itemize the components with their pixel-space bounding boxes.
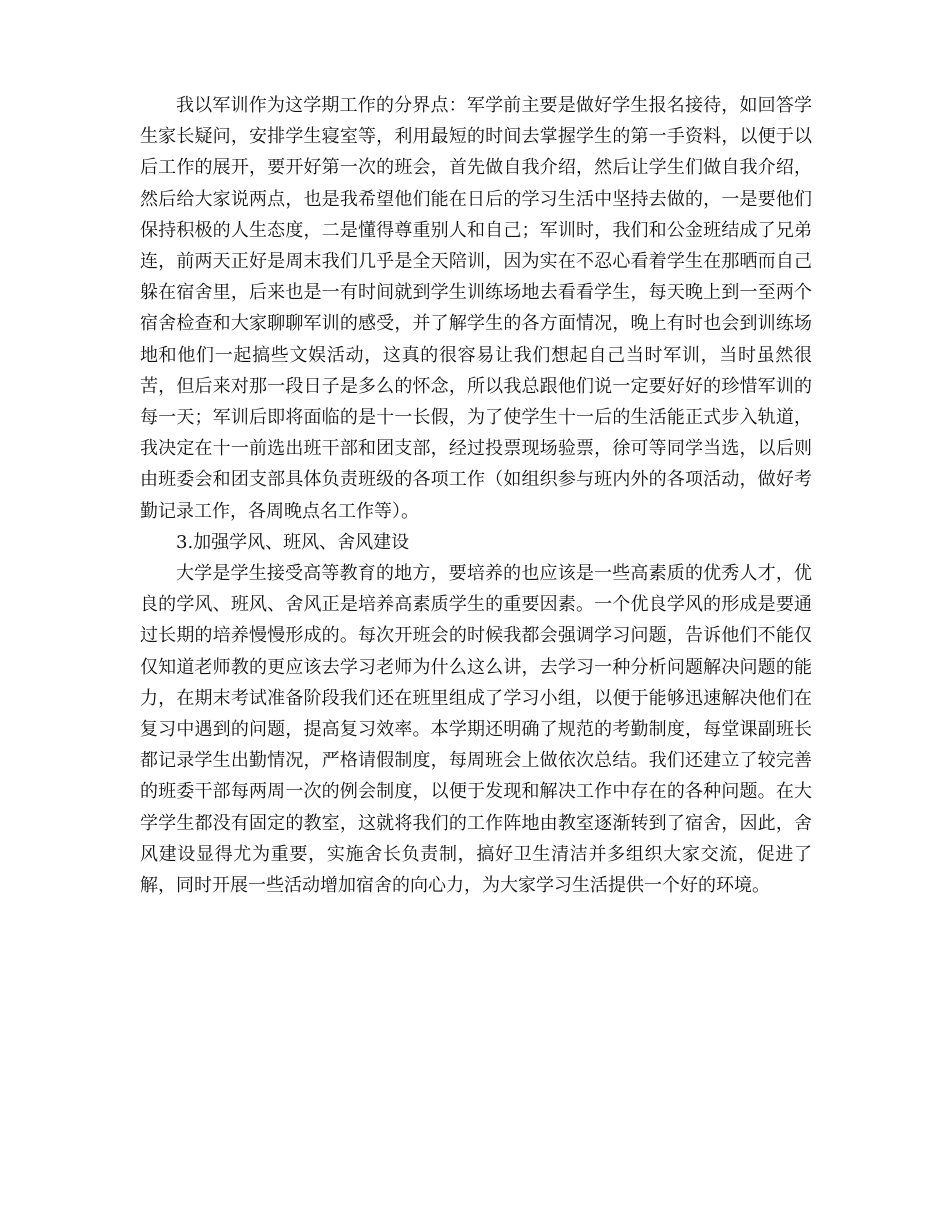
section-heading: 3.加强学风、班风、舍风建设 — [176, 531, 410, 553]
paragraph-study-style: 大学是学生接受高等教育的地方，要培养的也应该是一些高素质的优秀人才，优良的学风、班风、舍风正是培养高素质学生的重要因素。一个优良学风的形成是要通过长期的培养慢慢形成的。每次开班会的时候我都会强调学习问题，告诉他们不能仅仅知道老师教的更应该去学习老师为什么这么讲，去学习一种分析问题解决问题的能力，在期末考试准备阶段我们还在班里组成了学习小组，以便于能够迅速解决他们在复习中遇到的问题，提高复习效率。本学期还明确了规范的考勤制度，每堂课副班长都记录学生出勤情况，严格请假制度，每周班会上做依次总结。我们还建立了较完善的班委干部每两周一次的例会制度，以便于发现和解决工作中存在的各种问题。在大学学生都没有固定的教室，这就将我们的工作阵地由教室逐渐转到了宿舍，因此，舍风建设显得尤为重要，实施舍长负责制，搞好卫生清洁并多组织大家交流，促进了解，同时开展一些活动增加宿舍的向心力，为大家学习生活提供一个好的环境。 — [140, 563, 812, 897]
paragraph-military-training: 我以军训作为这学期工作的分界点：军学前主要是做好学生报名接待，如回答学生家长疑问，安排学生寝室等，利用最短的时间去掌握学生的第一手资料，以便于以后工作的展开，要开好第一次的班会，首先做自我介绍，然后让学生们做自我介绍，然后给大家说两点，也是我希望他们能在日后的学习生活中坚持去做的，一是要他们保持积极的人生态度，二是懂得尊重别人和自己；军训时，我们和公金班结成了兄弟连，前两天正好是周末我们几乎是全天陪训，因为实在不忍心看着学生在那晒而自己躲在宿舍里，后来也是一有时间就到学生训练场地去看看学生，每天晚上到一至两个宿舍检查和大家聊聊军训的感受，并了解学生的各方面情况，晚上有时也会到训练场地和他们一起搞些文娱活动，这真的很容易让我们想起自己当时军训，当时虽然很苦，但后来对那一段日子是多么的怀念，所以我总跟他们说一定要好好的珍惜军训的每一天；军训后即将面临的是十一长假，为了使学生十一后的生活能正式步入轨道，我决定在十一前选出班干部和团支部，经过投票现场验票，徐可等同学当选，以后则由班委会和团支部具体负责班级的各项工作（如组织参与班内外的各项活动，做好考勤记录工作，各周晚点名工作等）。 — [140, 95, 812, 522]
document-body — [140, 90, 812, 901]
